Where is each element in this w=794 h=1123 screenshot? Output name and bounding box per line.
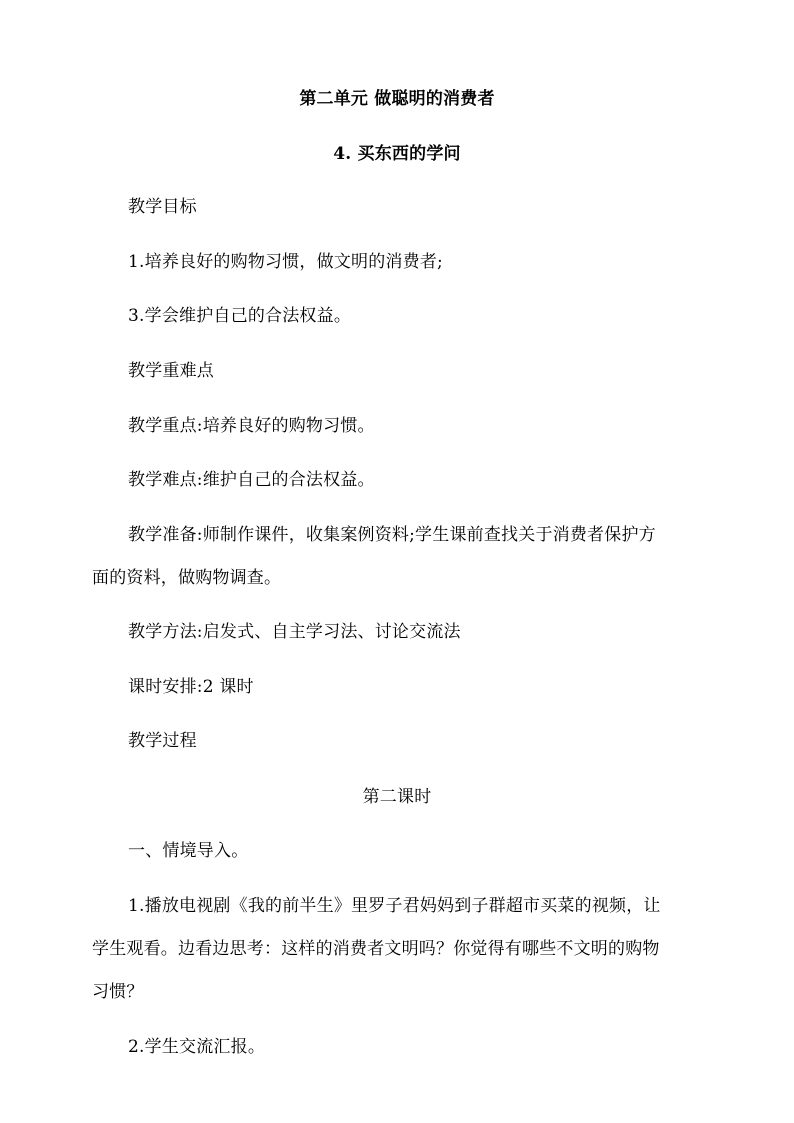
section-1-heading: 一、情境导入。 xyxy=(128,841,249,861)
schedule: 课时安排:2 课时 xyxy=(128,677,254,697)
unit-title: 第二单元 做聪明的消费者 xyxy=(299,89,495,109)
step-1-line-2: 学生观看。边看边思考：这样的消费者文明吗？你觉得有哪些不文明的购物 xyxy=(92,939,660,959)
objective-1: 1.培养良好的购物习惯，做文明的消费者; xyxy=(128,252,443,272)
step-1-line-3: 习惯？ xyxy=(92,982,144,1002)
teaching-methods: 教学方法:启发式、自主学习法、讨论交流法 xyxy=(128,622,461,642)
objective-3: 3.学会维护自己的合法权益。 xyxy=(128,306,352,326)
lesson-title: 4. 买东西的学问 xyxy=(333,144,461,164)
process-heading: 教学过程 xyxy=(128,731,197,751)
objectives-heading: 教学目标 xyxy=(128,197,197,217)
difficult-point: 教学难点:维护自己的合法权益。 xyxy=(128,470,375,490)
preparation-line-1: 教学准备:师制作课件，收集案例资料;学生课前查找关于消费者保护方 xyxy=(128,525,656,545)
step-2: 2.学生交流汇报。 xyxy=(128,1037,266,1057)
step-1-line-1: 1.播放电视剧《我的前半生》里罗子君妈妈到子群超市买菜的视频，让 xyxy=(128,896,661,916)
period-title: 第二课时 xyxy=(362,787,432,807)
key-point: 教学重点:培养良好的购物习惯。 xyxy=(128,416,375,436)
keypoints-heading: 教学重难点 xyxy=(128,361,214,381)
preparation-line-2: 面的资料，做购物调查。 xyxy=(92,568,282,588)
